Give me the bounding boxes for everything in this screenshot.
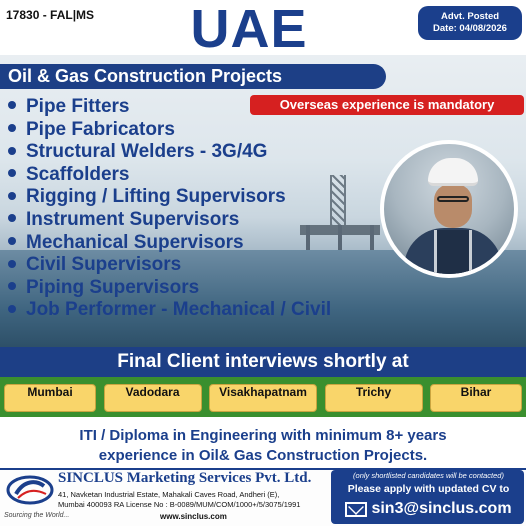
company-website[interactable]: www.sinclus.com — [160, 512, 227, 521]
qualification-text — [0, 420, 526, 470]
position-label: Scaffolders — [26, 163, 130, 185]
advt-posted-badge — [418, 6, 522, 40]
qualification-line: experience in Oil& Gas Construction Projects. — [98, 447, 428, 464]
interview-cities — [4, 384, 522, 412]
bullet-icon — [8, 124, 16, 132]
mail-icon — [345, 502, 367, 517]
position-label: Mechanical Supervisors — [26, 231, 244, 253]
email-contact[interactable] — [336, 497, 521, 521]
position-label: Rigging / Lifting Supervisors — [26, 186, 286, 208]
city-vadodara: Vadodara — [104, 384, 202, 412]
interviews-title: Final Client interviews shortly at — [0, 347, 526, 377]
city-visakhapatnam: Visakhapatnam — [209, 384, 317, 412]
shortlisted-note: (only shortlisted candidates will be contacted) — [353, 471, 504, 480]
position-label: Pipe Fitters — [26, 96, 130, 117]
advt-posted-label: Advt. Posted — [440, 11, 500, 22]
position-item — [6, 141, 331, 164]
position-item — [6, 277, 331, 300]
job-reference: 17830 - FAL|MS — [6, 8, 95, 22]
project-banner: Oil & Gas Construction Projects — [0, 64, 386, 89]
hard-hat-icon — [428, 158, 478, 186]
email-address[interactable]: sin3@sinclus.com — [371, 500, 512, 517]
positions-list — [6, 96, 331, 322]
bullet-icon — [8, 214, 16, 222]
mandatory-notice: Overseas experience is mandatory — [250, 95, 524, 115]
qualification-line: ITI / Diploma in Engineering with minimum 8+ years — [79, 427, 447, 444]
position-label: Piping Supervisors — [26, 276, 200, 298]
bullet-icon — [8, 305, 16, 313]
position-label: Instrument Supervisors — [26, 208, 240, 230]
bullet-icon — [8, 282, 16, 290]
position-item — [6, 232, 331, 255]
country-title: UAE — [190, 0, 308, 59]
company-name: SINCLUS Marketing Services Pvt. Ltd. — [58, 470, 312, 486]
worker-photo — [380, 140, 518, 278]
city-mumbai: Mumbai — [4, 384, 96, 412]
company-tagline: Sourcing the World... — [4, 512, 70, 519]
apply-instruction: Please apply with updated CV to — [347, 483, 510, 495]
address-line: 41, Navketan Industrial Estate, Mahakali Caves Road, Andheri (E), — [58, 490, 280, 499]
position-label: Civil Supervisors — [26, 254, 182, 276]
city-trichy: Trichy — [325, 384, 423, 412]
sinclus-logo-icon — [6, 474, 54, 506]
bullet-icon — [8, 101, 16, 109]
position-label: Job Performer - Mechanical / Civil — [26, 299, 332, 321]
position-label: Structural Welders - 3G/4G — [26, 141, 268, 163]
position-item — [6, 299, 331, 322]
address-line: Mumbai 400093 RA License No : B-0089/MUM/COM/1000+/5/3075/1991 — [58, 500, 301, 509]
position-label: Pipe Fabricators — [26, 118, 175, 140]
position-item — [6, 119, 331, 142]
advt-posted-date: Date: 04/08/2026 — [433, 23, 507, 34]
bullet-icon — [8, 237, 16, 245]
position-item — [6, 186, 331, 209]
city-bihar: Bihar — [430, 384, 522, 412]
bullet-icon — [8, 147, 16, 155]
bullet-icon — [8, 192, 16, 200]
position-item — [6, 254, 331, 277]
position-item — [6, 209, 331, 232]
bullet-icon — [8, 260, 16, 268]
company-address — [58, 490, 300, 510]
bullet-icon — [8, 169, 16, 177]
position-item — [6, 164, 331, 187]
